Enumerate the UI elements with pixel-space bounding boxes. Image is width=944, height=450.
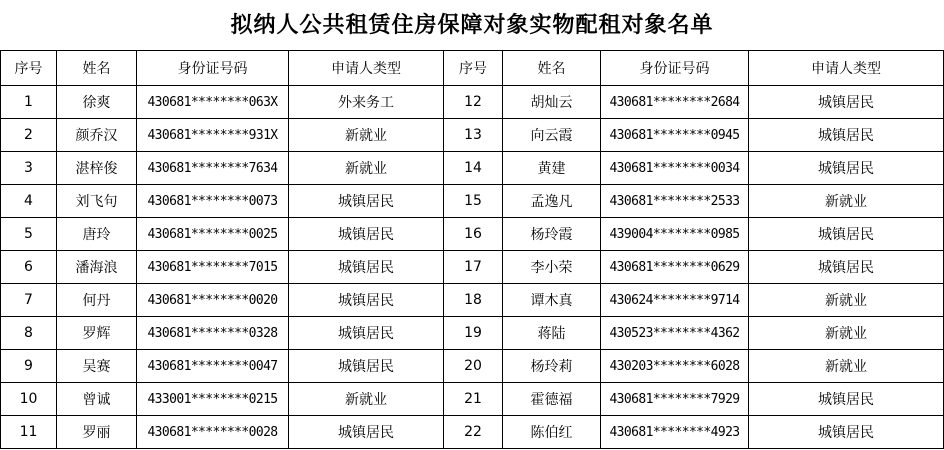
name-cell-right: 蒋陆 — [503, 317, 601, 350]
name-cell-right: 杨玲莉 — [503, 350, 601, 383]
id-cell-left: 433001********0215 — [137, 383, 289, 416]
seq-cell-right: 12 — [444, 86, 503, 119]
name-cell-left: 湛梓俊 — [57, 152, 137, 185]
seq-cell-left: 10 — [1, 383, 57, 416]
table-row — [1, 251, 944, 284]
header-type-right: 申请人类型 — [749, 51, 944, 86]
type-cell-right: 城镇居民 — [749, 218, 944, 251]
header-id-right: 身份证号码 — [601, 51, 749, 86]
seq-cell-right: 13 — [444, 119, 503, 152]
id-cell-right: 430681********0945 — [601, 119, 749, 152]
name-cell-right: 黄建 — [503, 152, 601, 185]
name-cell-left: 曾诚 — [57, 383, 137, 416]
id-cell-left: 430681********0047 — [137, 350, 289, 383]
name-cell-right: 孟逸凡 — [503, 185, 601, 218]
id-cell-left: 430681********0028 — [137, 416, 289, 449]
name-cell-right: 胡灿云 — [503, 86, 601, 119]
id-cell-right: 430681********2684 — [601, 86, 749, 119]
name-cell-left: 徐爽 — [57, 86, 137, 119]
table-row — [1, 383, 944, 416]
type-cell-left: 城镇居民 — [289, 185, 444, 218]
type-cell-left: 新就业 — [289, 383, 444, 416]
name-cell-left: 吴赛 — [57, 350, 137, 383]
header-id-left: 身份证号码 — [137, 51, 289, 86]
seq-cell-right: 14 — [444, 152, 503, 185]
id-cell-right: 430624********9714 — [601, 284, 749, 317]
header-name-left: 姓名 — [57, 51, 137, 86]
name-cell-right: 李小荣 — [503, 251, 601, 284]
id-cell-right: 430681********0629 — [601, 251, 749, 284]
type-cell-right: 城镇居民 — [749, 416, 944, 449]
seq-cell-left: 4 — [1, 185, 57, 218]
id-cell-right: 430523********4362 — [601, 317, 749, 350]
table-body — [1, 86, 944, 449]
type-cell-left: 城镇居民 — [289, 416, 444, 449]
type-cell-right: 新就业 — [749, 284, 944, 317]
seq-cell-right: 18 — [444, 284, 503, 317]
seq-cell-left: 1 — [1, 86, 57, 119]
id-cell-left: 430681********7634 — [137, 152, 289, 185]
name-cell-right: 霍德福 — [503, 383, 601, 416]
seq-cell-left: 5 — [1, 218, 57, 251]
seq-cell-right: 21 — [444, 383, 503, 416]
id-cell-right: 430203********6028 — [601, 350, 749, 383]
type-cell-right: 城镇居民 — [749, 152, 944, 185]
type-cell-left: 外来务工 — [289, 86, 444, 119]
seq-cell-left: 2 — [1, 119, 57, 152]
id-cell-right: 430681********2533 — [601, 185, 749, 218]
name-cell-right: 杨玲霞 — [503, 218, 601, 251]
name-cell-right: 谭木真 — [503, 284, 601, 317]
name-cell-left: 何丹 — [57, 284, 137, 317]
name-cell-right: 陈伯红 — [503, 416, 601, 449]
id-cell-right: 430681********4923 — [601, 416, 749, 449]
type-cell-right: 城镇居民 — [749, 383, 944, 416]
table-row — [1, 284, 944, 317]
table-row — [1, 317, 944, 350]
type-cell-left: 新就业 — [289, 152, 444, 185]
type-cell-right: 新就业 — [749, 185, 944, 218]
type-cell-right: 城镇居民 — [749, 251, 944, 284]
id-cell-right: 430681********7929 — [601, 383, 749, 416]
table-row — [1, 350, 944, 383]
table-row — [1, 119, 944, 152]
header-name-right: 姓名 — [503, 51, 601, 86]
header-seq-left: 序号 — [1, 51, 57, 86]
type-cell-right: 城镇居民 — [749, 86, 944, 119]
document-title: 拟纳人公共租赁住房保障对象实物配租对象名单 — [230, 13, 714, 38]
name-cell-left: 罗丽 — [57, 416, 137, 449]
header-seq-right: 序号 — [444, 51, 503, 86]
name-cell-left: 罗辉 — [57, 317, 137, 350]
seq-cell-left: 6 — [1, 251, 57, 284]
seq-cell-right: 22 — [444, 416, 503, 449]
id-cell-left: 430681********063X — [137, 86, 289, 119]
id-cell-left: 430681********7015 — [137, 251, 289, 284]
id-cell-left: 430681********0020 — [137, 284, 289, 317]
table-row — [1, 152, 944, 185]
seq-cell-right: 16 — [444, 218, 503, 251]
type-cell-right: 新就业 — [749, 350, 944, 383]
type-cell-left: 城镇居民 — [289, 350, 444, 383]
type-cell-left: 城镇居民 — [289, 317, 444, 350]
seq-cell-right: 20 — [444, 350, 503, 383]
name-cell-left: 潘海浪 — [57, 251, 137, 284]
type-cell-right: 新就业 — [749, 317, 944, 350]
table-header-row — [1, 51, 944, 86]
table-row — [1, 185, 944, 218]
table-row — [1, 86, 944, 119]
type-cell-left: 城镇居民 — [289, 251, 444, 284]
name-cell-left: 颜乔汉 — [57, 119, 137, 152]
seq-cell-left: 7 — [1, 284, 57, 317]
seq-cell-right: 17 — [444, 251, 503, 284]
type-cell-left: 城镇居民 — [289, 284, 444, 317]
name-cell-left: 唐玲 — [57, 218, 137, 251]
applicant-table — [0, 50, 944, 449]
id-cell-left: 430681********0073 — [137, 185, 289, 218]
type-cell-right: 城镇居民 — [749, 119, 944, 152]
header-type-left: 申请人类型 — [289, 51, 444, 86]
id-cell-right: 430681********0034 — [601, 152, 749, 185]
id-cell-left: 430681********0025 — [137, 218, 289, 251]
seq-cell-left: 9 — [1, 350, 57, 383]
id-cell-left: 430681********931X — [137, 119, 289, 152]
type-cell-left: 新就业 — [289, 119, 444, 152]
seq-cell-right: 15 — [444, 185, 503, 218]
seq-cell-left: 11 — [1, 416, 57, 449]
name-cell-left: 刘飞句 — [57, 185, 137, 218]
id-cell-left: 430681********0328 — [137, 317, 289, 350]
name-cell-right: 向云霞 — [503, 119, 601, 152]
seq-cell-left: 8 — [1, 317, 57, 350]
table-row — [1, 218, 944, 251]
type-cell-left: 城镇居民 — [289, 218, 444, 251]
seq-cell-left: 3 — [1, 152, 57, 185]
table-row — [1, 416, 944, 449]
id-cell-right: 439004********0985 — [601, 218, 749, 251]
seq-cell-right: 19 — [444, 317, 503, 350]
